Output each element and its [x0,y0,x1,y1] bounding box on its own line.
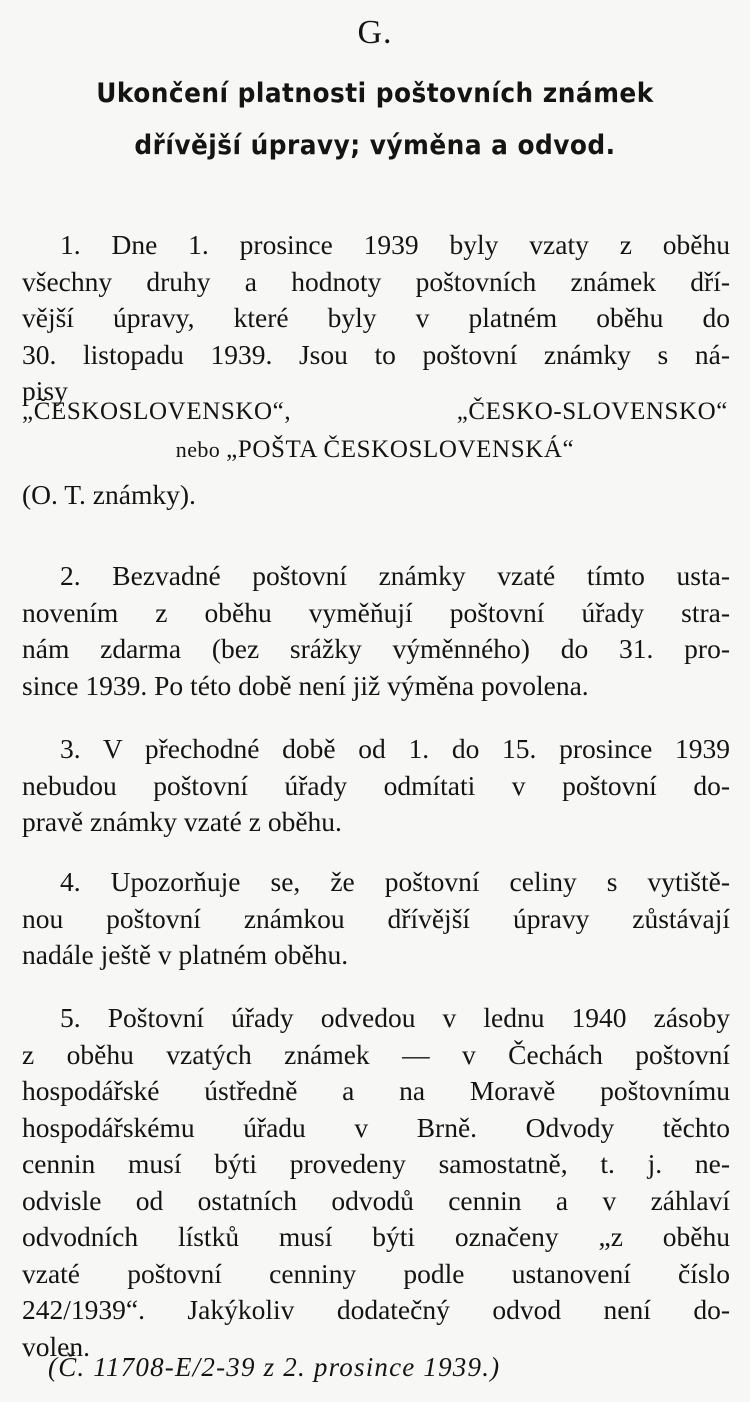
paragraph-1-closing [22,477,730,514]
paragraph-3 [22,731,730,841]
paragraph-line: cennin musí býti provedeny samostatně, t. j. ne- [22,1148,730,1179]
paragraph-line: pravě známky vzaté z oběhu. [22,806,342,837]
section-letter: G. [357,14,393,51]
paragraph-line: 242/1939“. Jakýkoliv dodatečný odvod není do- [22,1294,730,1325]
paragraph-line: since 1939. Po této době není již výměna povolena. [22,669,589,701]
inscription-cesko-slovensko: „ČESKO-SLOVENSKO“ [456,398,728,425]
paragraph-line: vější úpravy, které byly v platném oběhu do [22,302,730,333]
paragraph-line: vzaté poštovní cenniny podle ustanovení číslo [22,1257,730,1289]
paragraph-line: 2. Bezvadné poštovní známky vzaté tímto usta- [60,560,730,591]
paragraph-line: odvodních lístků musí býti označeny „z oběhu [22,1221,730,1252]
paragraph-line: pisy [22,375,68,406]
paragraph-line: 1. Dne 1. prosince 1939 byly vzaty z oběhu [60,229,730,260]
paragraph-line: 4. Upozorňuje se, že poštovní celiny s vytiště- [60,866,730,897]
paragraph-line: nou poštovní známkou dřívější úpravy zůstávají [22,902,730,934]
paragraph-2 [22,558,730,704]
inscription-line-2 [22,436,728,464]
reference-citation: (Č. 11708-E/2-39 z 2. prosince 1939.) [48,1352,501,1382]
paragraph-line: nadále ještě v platném oběhu. [22,939,349,970]
inscription-nebo: nebo [175,437,221,462]
paragraph-line: (O. T. známky). [22,479,196,510]
paragraph-line: hospodářskému úřadu v Brně. Odvody těchto [22,1111,730,1143]
paragraph-line: novením z oběhu vyměňují poštovní úřady stra- [22,596,730,628]
paragraph-line: 5. Poštovní úřady odvedou v lednu 1940 zásoby [60,1002,730,1033]
inscription-posta-ceskoslovenska: „POŠTA ČESKOSLOVENSKÁ“ [226,436,575,463]
paragraph-1 [22,227,730,410]
heading-line-1: Ukončení platnosti poštovních známek [96,78,654,109]
paragraph-line: nebudou poštovní úřady odmítati v poštovní do- [22,769,730,801]
paragraph-4 [22,864,730,974]
paragraph-line: 30. listopadu 1939. Jsou to poštovní známky s ná- [22,338,730,370]
paragraph-5 [22,1000,730,1365]
paragraph-line: z oběhu vzatých známek — v Čechách poštovní [22,1038,730,1070]
heading-line-2: dřívější úpravy; výměna a odvod. [134,130,616,161]
paragraph-line: nám zdarma (bez srážky výměnného) do 31. pro- [22,633,730,664]
paragraph-line: 3. V přechodné době od 1. do 15. prosince 1939 [60,733,730,764]
paragraph-line: volen. [22,1330,90,1362]
paragraph-line: všechny druhy a hodnoty poštovních známek dří- [22,265,730,297]
inscription-line-1 [22,398,728,426]
inscription-ceskoslovensko: „ČESKOSLOVENSKO“, [22,398,292,425]
paragraph-line: hospodářské ústředně a na Moravě poštovnímu [22,1075,730,1106]
paragraph-line: odvisle od ostatních odvodů cennin a v záhlaví [22,1184,730,1216]
